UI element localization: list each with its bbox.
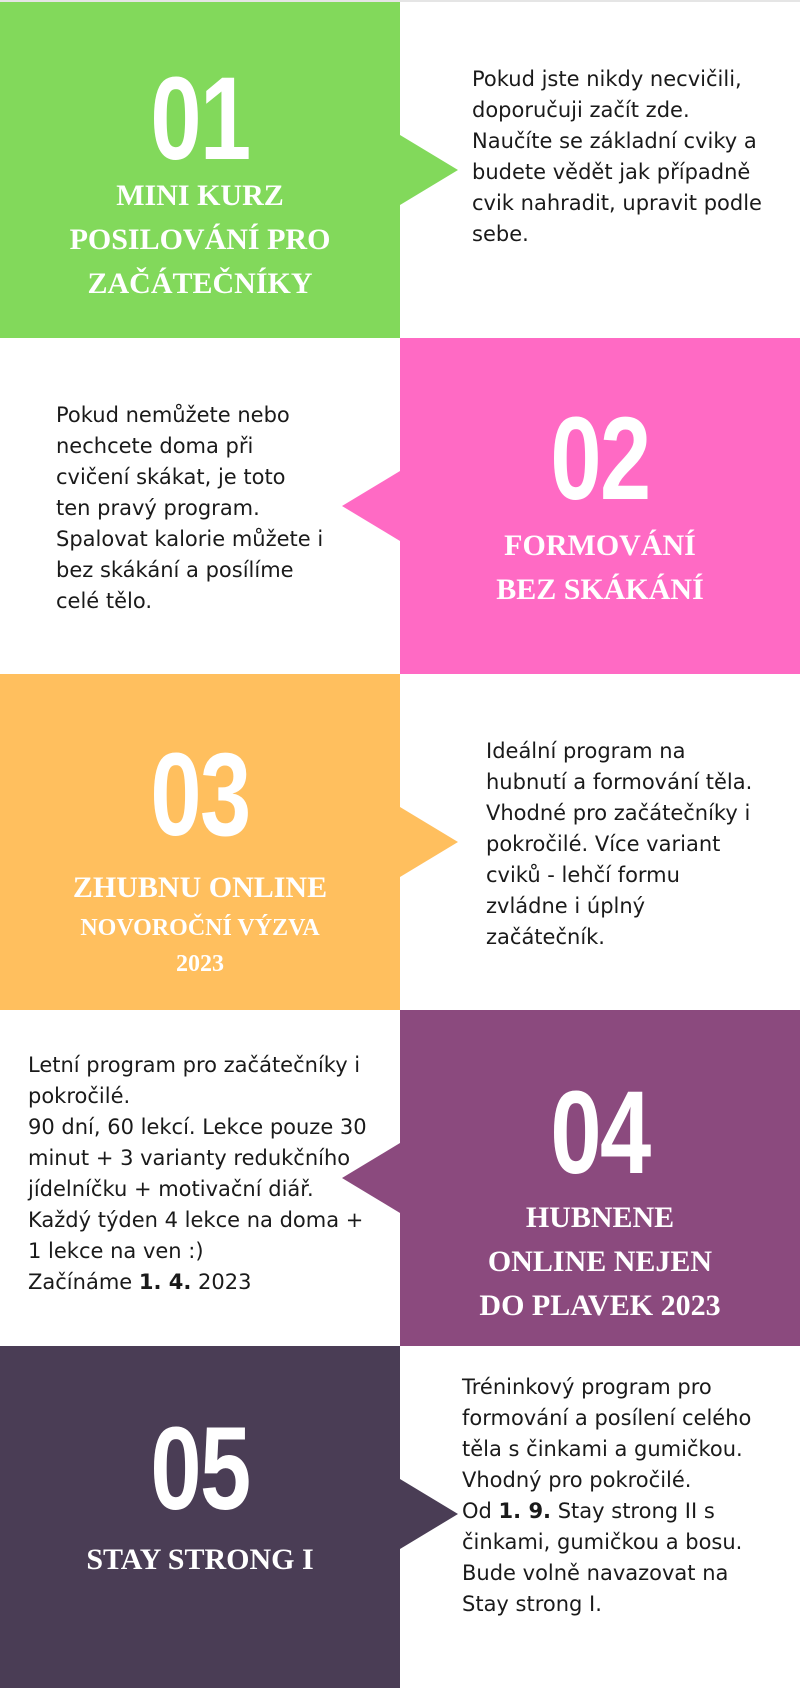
program-row-1	[0, 2, 800, 338]
program-number: 01	[150, 53, 250, 185]
program-card-5[interactable]	[0, 1346, 400, 1688]
title-subline: NOVOROČNÍ VÝZVA	[80, 915, 320, 941]
program-number: 03	[150, 729, 250, 861]
next-date: 1. 9.	[498, 1499, 552, 1523]
title-line: ONLINE NEJEN	[487, 1245, 713, 1278]
program-card-1[interactable]	[0, 2, 400, 338]
title-line: STAY STRONG I	[86, 1543, 314, 1576]
program-description: Ideální program na hubnutí a formování těla. Vhodné pro začátečníky i pokročilé. Více variant cviků - lehčí formu zvládne i úplný začátečník.	[486, 739, 753, 949]
program-row-5	[0, 1346, 800, 1688]
title-line: HUBNENE	[525, 1201, 675, 1234]
title-subline: 2023	[176, 951, 224, 977]
title-line: ZAČÁTEČNÍKY	[87, 267, 313, 300]
title-line: POSILOVÁNÍ PRO	[69, 223, 331, 256]
program-card-4[interactable]	[400, 1010, 800, 1346]
description-line: Letní program pro začátečníky i pokročilé.	[28, 1053, 361, 1108]
program-card-2[interactable]	[400, 338, 800, 674]
program-number: 02	[550, 393, 650, 525]
program-number: 05	[150, 1403, 250, 1535]
start-date-line	[28, 1267, 378, 1298]
pointer-arrow	[400, 135, 458, 205]
program-card-3[interactable]	[0, 674, 400, 1010]
program-title	[0, 174, 400, 306]
program-number: 04	[550, 1067, 650, 1199]
program-description: Pokud nemůžete nebo nechcete doma při cvičení skákat, je toto ten pravý program. Spalovat kalorie můžete i bez skákání a posílíme celé tělo.	[56, 403, 324, 613]
start-prefix: Začínáme	[28, 1270, 139, 1294]
program-title	[400, 1196, 800, 1328]
pointer-arrow	[342, 471, 400, 541]
program-row-3	[0, 674, 800, 1010]
program-description: Pokud jste nikdy necvičili, doporučuji začít zde. Naučíte se základní cviky a budete vědět jak případně cvik nahradit, upravit podle sebe.	[472, 67, 762, 246]
description-line: 90 dní, 60 lekcí. Lekce pouze 30 minut + 3 varianty redukčního jídelníčku + motivační diář.	[28, 1115, 367, 1201]
title-line: DO PLAVEK 2023	[479, 1289, 721, 1322]
next-program-line	[462, 1496, 772, 1620]
program-description	[462, 1372, 772, 1620]
program-title	[0, 866, 400, 982]
title-line: ZHUBNU ONLINE	[72, 871, 328, 904]
next-text: Stay strong II s činkami, gumičkou a bosu. Bude volně navazovat na Stay strong I.	[462, 1499, 743, 1616]
next-prefix: Od	[462, 1499, 499, 1523]
start-year: 2023	[191, 1270, 252, 1294]
start-date: 1. 4.	[138, 1270, 192, 1294]
title-line: MINI KURZ	[116, 179, 284, 212]
pointer-arrow	[400, 1479, 458, 1549]
program-description	[28, 1050, 378, 1298]
description-line: Tréninkový program pro formování a posílení celého těla s činkami a gumičkou. Vhodný pro pokročilé.	[462, 1375, 752, 1492]
program-row-2	[0, 338, 800, 674]
title-line: BEZ SKÁKÁNÍ	[496, 573, 704, 606]
program-row-4	[0, 1010, 800, 1346]
title-line: FORMOVÁNÍ	[504, 529, 696, 562]
program-title	[0, 1538, 400, 1582]
pointer-arrow	[400, 807, 458, 877]
description-line: Každý týden 4 lekce na doma + 1 lekce na ven :)	[28, 1208, 364, 1263]
program-title	[400, 524, 800, 612]
